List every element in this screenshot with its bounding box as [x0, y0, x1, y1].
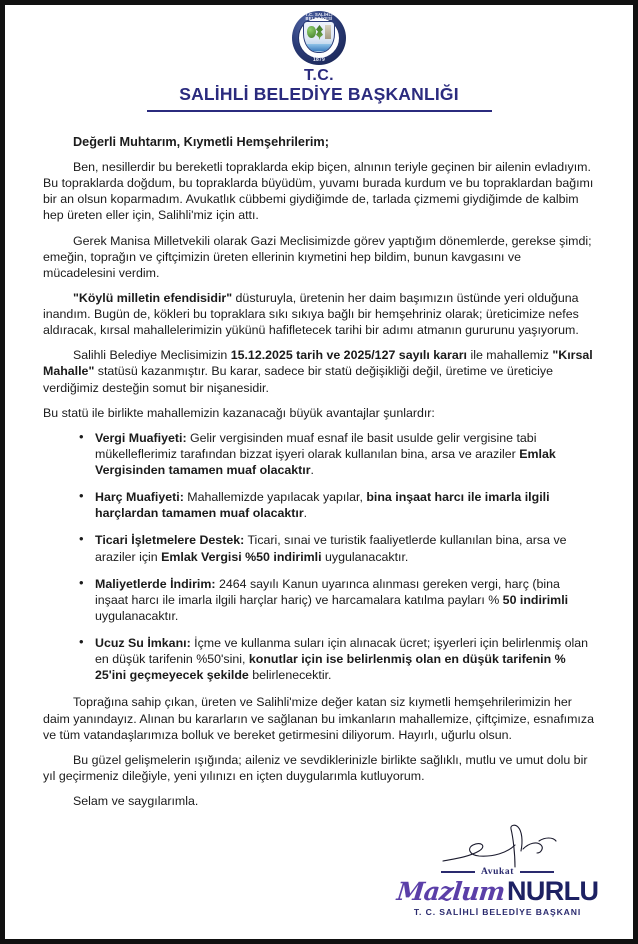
crest-year-text: 1879 — [313, 56, 325, 63]
benefits-intro: Bu statü ile birlikte mahallemizin kazanacağı büyük avantajlar şunlardır: — [43, 405, 435, 420]
list-item — [95, 489, 595, 521]
benefit-highlight: Emlak Vergisi %50 indirimli — [161, 549, 322, 564]
wheat-icon — [316, 25, 323, 40]
decision-lead: Salihli Belediye Meclisimizin — [73, 348, 231, 363]
letter-paragraph-3 — [43, 290, 595, 338]
letter-closing: Selam ve saygılarımla. — [73, 794, 199, 808]
paragraph-3-rest: düsturuyla, üretenin her daim başımızın üstünde yeri olduğuna inandım. Bugün de, kökleri bu topraklara sıkı sıkıya bağlı bir hemşehriniz olarak; üreticimize nefes aldıracak, kırsal mahallelerimizin yükünü hafifletecek tarihi bir adımı atmanın gururunu yaşıyorum. — [43, 290, 579, 338]
benefit-body-after: . — [303, 506, 308, 521]
benefit-title: Vergi Muafiyeti: — [95, 430, 187, 445]
letter-paragraph-4 — [43, 347, 595, 395]
column-icon — [325, 25, 331, 39]
letter-body — [5, 112, 633, 810]
handwritten-signature-icon — [390, 823, 605, 871]
decision-middle: ile mahallemiz — [467, 348, 553, 363]
decision-reference: 15.12.2025 tarih ve 2025/127 sayılı kararı — [230, 348, 468, 363]
crest-shield — [303, 21, 335, 53]
benefit-title: Ticari İşletmelere Destek: — [95, 533, 245, 548]
list-item — [95, 635, 595, 683]
signature-first-name: Mazlum — [395, 877, 506, 906]
grape-icon — [307, 26, 316, 38]
letter-paragraph-2: Gerek Manisa Milletvekili olarak Gazi Meclisimizde görev yaptığım dönemlerde, gerekse şimdi; emeğin, toprağın ve çiftçimizin üreten ellerinin kıymetini hep bildim, bunun kavgasını ve mücadelesini verdim. — [43, 233, 592, 280]
benefit-body-after: belirlenecektir. — [248, 668, 332, 683]
benefit-body-after: uygulanacaktır. — [321, 549, 409, 564]
rural-status-label: "Kırsal Mahalle" — [43, 348, 593, 379]
list-item — [95, 532, 595, 564]
benefit-body-before: Gelir vergisinden muaf esnaf ile basit usulde gelir vergisine tabi mükelleflerimiz tarafından bizzat işyeri olarak kullanılan bina, arsa ve araziler — [95, 430, 537, 461]
title-dash-right — [520, 871, 554, 873]
benefit-body-before: Mahallemizde yapılacak yapılar, — [183, 490, 367, 505]
benefit-highlight: konutlar için ise belirlenmiş olan en düşük tarifenin % 25'ini geçmeyecek şekilde — [95, 652, 566, 683]
benefit-body-before: İçme ve kullanma suları için alınacak ücret; işyerleri için belirlenmiş olan en düşük tarifenin %50'sini, — [95, 636, 589, 667]
benefit-body-after: . — [310, 463, 314, 477]
benefit-highlight: Emlak Vergisinden tamamen muaf olacaktır — [95, 446, 556, 477]
letter-paragraph-5: Toprağına sahip çıkan, üreten ve Salihli'mize değer katan siz kıymetli hemşehrilerimizin her daim yanındayız. Alınan bu kararların ve sağlanan bu imkanların mahallemize, çiftçimize, esnafımıza ve tüm vatandaşlarımıza bolluk ve bereket getirmesini diliyorum. Hayırlı, uğurlu olsun. — [43, 695, 594, 742]
benefit-highlight: bina inşaat harcı ile imarla ilgili harçlardan tamamen muaf olacaktır — [95, 490, 550, 521]
benefit-title: Harç Muafiyeti: — [95, 490, 184, 505]
water-icon — [306, 44, 332, 51]
header-institution-title: SALİHLİ BELEDİYE BAŞKANLIĞI — [179, 83, 459, 104]
letterhead-header — [5, 5, 633, 112]
letter-greeting: Değerli Muhtarım, Kıymetli Hemşehrilerim; — [73, 134, 329, 149]
list-item — [95, 576, 595, 624]
list-item — [95, 430, 595, 478]
letter-paragraph-6: Bu güzel gelişmelerin ışığında; aileniz ve sevdiklerinizle birlikte sağlıklı, mutlu ve umut dolu bir yıl geçirmeniz dileğiyle, yeni yılınızı en içten duygularımla kutluyorum. — [43, 752, 588, 783]
benefits-list — [43, 430, 595, 684]
header-tc-label: T.C. — [303, 67, 335, 84]
signature-block — [390, 823, 605, 917]
benefit-body-after: uygulanacaktır. — [95, 608, 179, 623]
benefit-title: Maliyetlerde İndirim: — [95, 576, 216, 591]
benefit-body-before: 2464 sayılı Kanun uyarınca alınması gereken vergi, harç (bina inşaat harcı ile imarla ilgili harçlar hariç) ve harcamalara katılma payları % — [95, 576, 560, 607]
title-dash-left — [441, 871, 475, 873]
letter-paragraph-1: Ben, nesillerdir bu bereketli topraklarda ekip biçen, alnının teriyle geçinen bir ailenin evladıyım. Bu topraklarda doğdum, bu topraklarda büyüdüm, yuvamı burada kurdum ve bu topraklardan bağımı bir an olsun koparmadım. Avukatlık cübbemi giydiğimde de, tarlada çizmemi giydiğimde de kalbim hep üreten eller için, Salihli'miz için attı. — [43, 160, 594, 223]
crest-top-text: T.C. SALİHLİ BELEDİYESİ — [305, 12, 333, 22]
signature-title: Avukat — [481, 867, 514, 877]
benefit-title: Ucuz Su İmkanı: — [95, 636, 191, 650]
municipality-crest-icon — [292, 11, 346, 65]
benefit-highlight: 50 indirimli — [502, 592, 569, 607]
benefit-body-before: Ticari, sınai ve turistik faaliyetlerde kullanılan bina, arsa ve araziler için — [95, 533, 567, 564]
motto-quote: "Köylü milletin efendisidir" — [73, 290, 233, 305]
signature-role: T. C. SALİHLİ BELEDİYE BAŞKANI — [413, 907, 582, 917]
decision-tail: statüsü kazanmıştır. Bu karar, sadece bir statü değişikliği değil, üretime ve üreticiye verdiğimiz desteğin somut bir nişanesidir. — [43, 364, 553, 395]
signature-name-row — [390, 878, 605, 905]
signature-last-name: NURLU — [506, 876, 599, 906]
